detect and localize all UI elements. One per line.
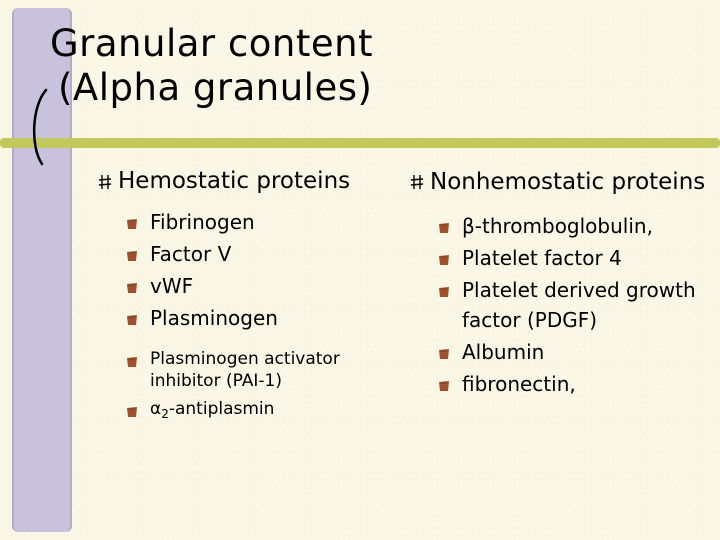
square-bullet-icon (438, 254, 450, 266)
hash-bullet-icon (98, 174, 112, 190)
item-label: Albumin (462, 340, 545, 364)
square-bullet-icon (126, 314, 138, 326)
item-label: Platelet derived growth factor (PDGF) (462, 278, 696, 332)
hemostatic-list-secondary (96, 348, 396, 425)
list-item (126, 238, 396, 270)
title-line-1: Granular content (50, 22, 374, 65)
list-item (126, 206, 396, 238)
item-label: Plasminogen (150, 306, 278, 330)
square-bullet-icon (438, 222, 450, 234)
list-item (126, 270, 396, 302)
nonhemostatic-column (408, 166, 708, 401)
square-bullet-icon (126, 250, 138, 262)
item-label: Fibrinogen (150, 210, 255, 234)
alpha-symbol: α (150, 399, 162, 419)
hash-bullet-icon (410, 174, 424, 190)
hemostatic-heading (96, 166, 396, 196)
square-bullet-icon (438, 286, 450, 298)
hemostatic-heading-text: Hemostatic proteins (118, 168, 351, 194)
hemostatic-list (96, 206, 396, 334)
nonhemostatic-heading-text: Nonhemostatic proteins (430, 169, 706, 195)
title-line-2: (Alpha granules) (58, 66, 373, 109)
item-label-suffix: -antiplasmin (168, 399, 275, 419)
square-bullet-icon (126, 406, 138, 418)
subscript: 2 (161, 407, 169, 421)
square-bullet-icon (126, 282, 138, 294)
square-bullet-icon (126, 218, 138, 230)
square-bullet-icon (438, 348, 450, 360)
nonhemostatic-heading (408, 166, 708, 199)
title-underline-rule (0, 138, 720, 148)
list-item (438, 369, 708, 399)
nonhemostatic-list (408, 211, 708, 399)
square-bullet-icon (126, 356, 138, 368)
item-label: Platelet factor 4 (462, 246, 622, 270)
list-item (438, 243, 708, 273)
item-label: vWF (150, 274, 194, 298)
list-item (438, 337, 708, 367)
item-label: Plasminogen activator inhibitor (PAI-1) (150, 349, 340, 391)
list-item (438, 275, 708, 335)
list-item (126, 348, 396, 392)
item-label (150, 399, 274, 419)
square-bullet-icon (438, 380, 450, 392)
item-label: β-thromboglobulin, (462, 214, 653, 238)
hemostatic-column (96, 166, 396, 431)
item-label: Factor V (150, 242, 232, 266)
item-label: fibronectin, (462, 372, 576, 396)
list-item (126, 302, 396, 334)
list-item (438, 211, 708, 241)
list-item (126, 398, 396, 425)
slide-title (50, 22, 373, 110)
